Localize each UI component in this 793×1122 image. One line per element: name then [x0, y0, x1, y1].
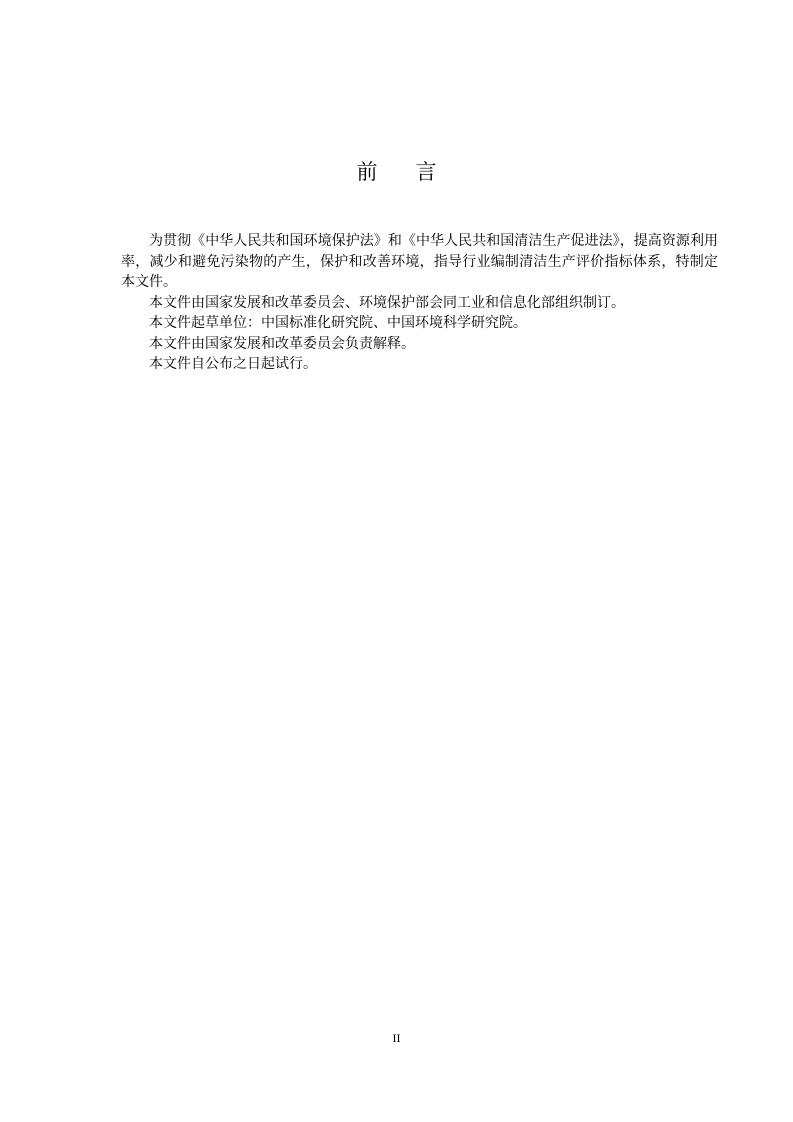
paragraph-purpose: 为贯彻《中华人民共和国环境保护法》和《中华人民共和国清洁生产促进法》，提高资源利用率，减少和避免污染物的产生，保护和改善环境，指导行业编制清洁生产评价指标体系，特制定本文件。: [121, 233, 718, 290]
page-number: II: [392, 1031, 401, 1045]
preface-body: [121, 231, 718, 375]
paragraph-interpretation: 本文件由国家发展和改革委员会负责解释。: [149, 335, 415, 352]
paragraph-effective-date: 本文件自公布之日起试行。: [149, 356, 317, 372]
page-title: 前言: [356, 160, 475, 184]
paragraph-proposer: 本文件由国家发展和改革委员会、环境保护部会同工业和信息化部组织制订。: [149, 294, 625, 311]
paragraph-drafting-units: 本文件起草单位：中国标准化研究院、中国环境科学研究院。: [149, 315, 527, 331]
